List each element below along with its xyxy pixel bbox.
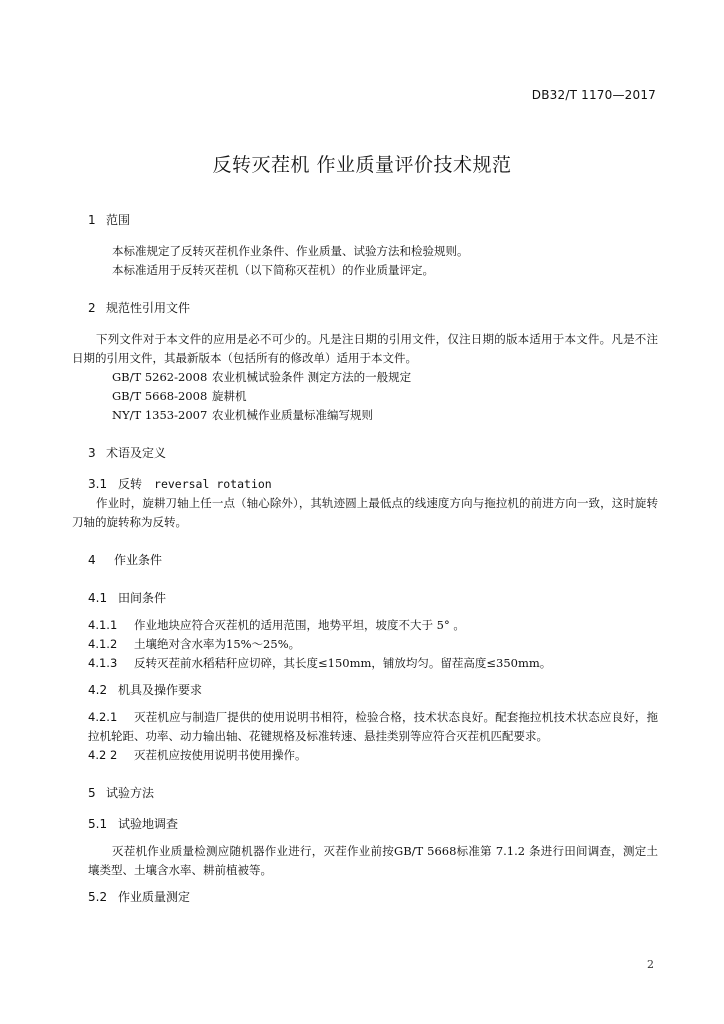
clause-4-1-3 xyxy=(88,654,658,673)
section-number: 1 xyxy=(88,213,96,227)
section-title: 作业条件 xyxy=(114,553,163,567)
page-number: 2 xyxy=(647,958,654,971)
subsection-number: 5.1 xyxy=(88,817,108,831)
term-chinese: 反转 xyxy=(118,477,143,491)
subsection-4-2-heading xyxy=(88,681,658,700)
clause-number: 4.2 2 xyxy=(88,748,118,762)
subsection-title: 试验地调查 xyxy=(118,817,179,831)
subsection-number: 4.2 xyxy=(88,683,108,697)
clause-4-1-1 xyxy=(88,616,658,635)
term-english: reversal rotation xyxy=(154,477,272,491)
section-number: 3 xyxy=(88,446,96,460)
references-intro: 下列文件对于本文件的应用是必不可少的。凡是注日期的引用文件，仅注日期的版本适用于本文件。凡是不注日期的引用文件，其最新版本（包括所有的修改单）适用于本文件。 xyxy=(72,332,658,365)
clause-4-2-2 xyxy=(88,746,658,765)
clause-text: 反转灭茬前水稻秸秆应切碎，其长度≤150mm，铺放均匀。留茬高度≤350mm。 xyxy=(134,656,552,670)
section-title: 术语及定义 xyxy=(106,446,167,460)
reference-code: NY/T 1353-2007 xyxy=(112,408,208,422)
subsection-number: 5.2 xyxy=(88,890,108,904)
subsection-title: 田间条件 xyxy=(118,591,167,605)
term-heading xyxy=(88,475,658,494)
section-title: 规范性引用文件 xyxy=(106,301,191,315)
clause-text: 灭茬机应按使用说明书使用操作。 xyxy=(134,748,307,762)
subsection-5-2-heading xyxy=(88,888,658,907)
subsection-number: 4.1 xyxy=(88,591,108,605)
reference-name: 农业机械作业质量标准编写规则 xyxy=(212,408,373,422)
subsection-4-1-heading xyxy=(88,589,658,608)
clause-4-2-1 xyxy=(88,708,658,746)
field-survey-paragraph: 灭茬机作业质量检测应随机器作业进行，灭茬作业前按GB/T 5668标准第 7.1.2 条进行田间调查，测定土壤类型、土壤含水率、耕前植被等。 xyxy=(88,844,658,877)
clause-number: 4.1.1 xyxy=(88,618,118,632)
term-number: 3.1 xyxy=(88,477,108,491)
subsection-title: 机具及操作要求 xyxy=(118,683,203,697)
section-1-heading xyxy=(88,211,658,230)
section-title: 试验方法 xyxy=(106,786,155,800)
section-5-heading xyxy=(88,784,658,803)
section-2-heading xyxy=(88,299,658,318)
reference-name: 旋耕机 xyxy=(212,389,247,403)
reference-code: GB/T 5262-2008 xyxy=(112,370,208,384)
clause-text: 作业地块应符合灭茬机的适用范围，地势平坦，坡度不大于 5° 。 xyxy=(134,618,465,632)
term-definition: 作业时，旋耕刀轴上任一点（轴心除外），其轨迹圆上最低点的线速度方向与拖拉机的前进方向一致，这时旋转刀轴的旋转称为反转。 xyxy=(72,496,658,529)
reference-item xyxy=(88,387,658,406)
clause-text: 灭茬机应与制造厂提供的使用说明书相符，检验合格，技术状态良好。配套拖拉机技术状态应良好，拖拉机轮距、功率、动力输出轴、花键规格及标准转速、悬挂类别等应符合灭茬机匹配要求。 xyxy=(88,710,658,743)
section-3-heading xyxy=(88,444,658,463)
reference-item xyxy=(88,406,658,425)
clause-4-1-2 xyxy=(88,635,658,654)
document-body xyxy=(72,211,658,907)
clause-number: 4.1.3 xyxy=(88,656,118,670)
subsection-title: 作业质量测定 xyxy=(118,890,191,904)
section-4-heading xyxy=(88,551,658,570)
reference-item xyxy=(88,368,658,387)
clause-text: 土壤绝对含水率为15%～25%。 xyxy=(134,637,301,651)
scope-paragraph-2: 本标准适用于反转灭茬机（以下简称灭茬机）的作业质量评定。 xyxy=(112,263,434,277)
clause-number: 4.2.1 xyxy=(88,710,118,724)
section-number: 2 xyxy=(88,301,96,315)
scope-paragraph-1: 本标准规定了反转灭茬机作业条件、作业质量、试验方法和检验规则。 xyxy=(112,244,469,258)
reference-code: GB/T 5668-2008 xyxy=(112,389,208,403)
section-number: 5 xyxy=(88,786,96,800)
reference-name: 农业机械试验条件 测定方法的一般规定 xyxy=(212,370,412,384)
section-title: 范围 xyxy=(106,213,131,227)
document-title: 反转灭茬机 作业质量评价技术规范 xyxy=(212,154,512,176)
subsection-5-1-heading xyxy=(88,815,658,834)
section-number: 4 xyxy=(88,553,96,567)
clause-number: 4.1.2 xyxy=(88,637,118,651)
standard-number: DB32/T 1170—2017 xyxy=(531,88,656,102)
